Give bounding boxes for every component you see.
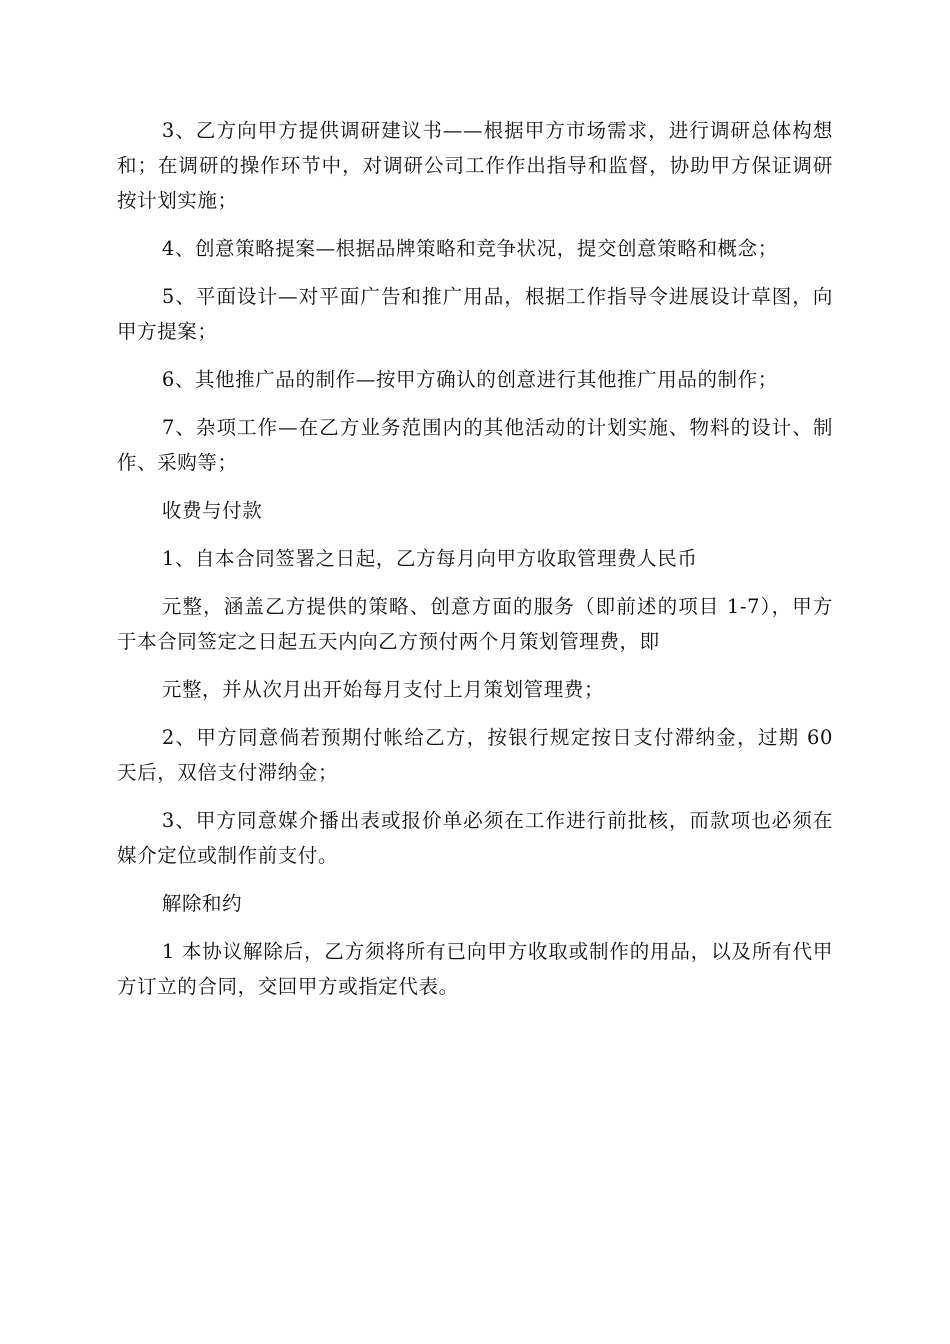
- fee-clause-3-media-approval: 3、甲方同意媒介播出表或报价单必须在工作进行前批核，而款项也必须在媒介定位或制作前支付。: [117, 809, 833, 867]
- fee-clause-1-monthly-payment: 元整，并从次月出开始每月支付上月策划管理费；: [161, 678, 605, 701]
- section-heading-termination: 解除和约: [161, 892, 243, 915]
- clause-7-misc-work: 7、杂项工作—在乙方业务范围内的其他活动的计划实施、物料的设计、制作、采购等；: [117, 416, 833, 474]
- document-body: [117, 113, 833, 1017]
- termination-clause-1: 1 本协议解除后，乙方须将所有已向甲方收取或制作的用品，以及所有代甲方订立的合同，交回甲方或指定代表。: [117, 940, 833, 998]
- fee-clause-1-monthly-fee: 1、自本合同签署之日起，乙方每月向甲方收取管理费人民币: [161, 547, 698, 570]
- clause-5-graphic-design: 5、平面设计—对平面广告和推广用品，根据工作指导令进展设计草图，向甲方提案；: [117, 285, 833, 343]
- fee-clause-1-coverage: 元整，涵盖乙方提供的策略、创意方面的服务（即前述的项目 1-7），甲方于本合同签定之日起五天内向乙方预付两个月策划管理费，即: [117, 595, 833, 653]
- clause-4-creative-strategy: 4、创意策略提案—根据品牌策略和竞争状况，提交创意策略和概念；: [161, 237, 778, 260]
- clause-6-other-promo-items: 6、其他推广品的制作—按甲方确认的创意进行其他推广用品的制作；: [161, 368, 778, 391]
- section-heading-fees-payment: 收费与付款: [161, 499, 263, 522]
- clause-3-research-proposal: 3、乙方向甲方提供调研建议书——根据甲方市场需求，进行调研总体构想和；在调研的操作环节中，对调研公司工作作出指导和监督，协助甲方保证调研按计划实施；: [117, 119, 833, 212]
- fee-clause-2-late-fee: 2、甲方同意倘若预期付帐给乙方，按银行规定按日支付滞纳金，过期 60 天后，双倍支付滞纳金；: [117, 726, 833, 784]
